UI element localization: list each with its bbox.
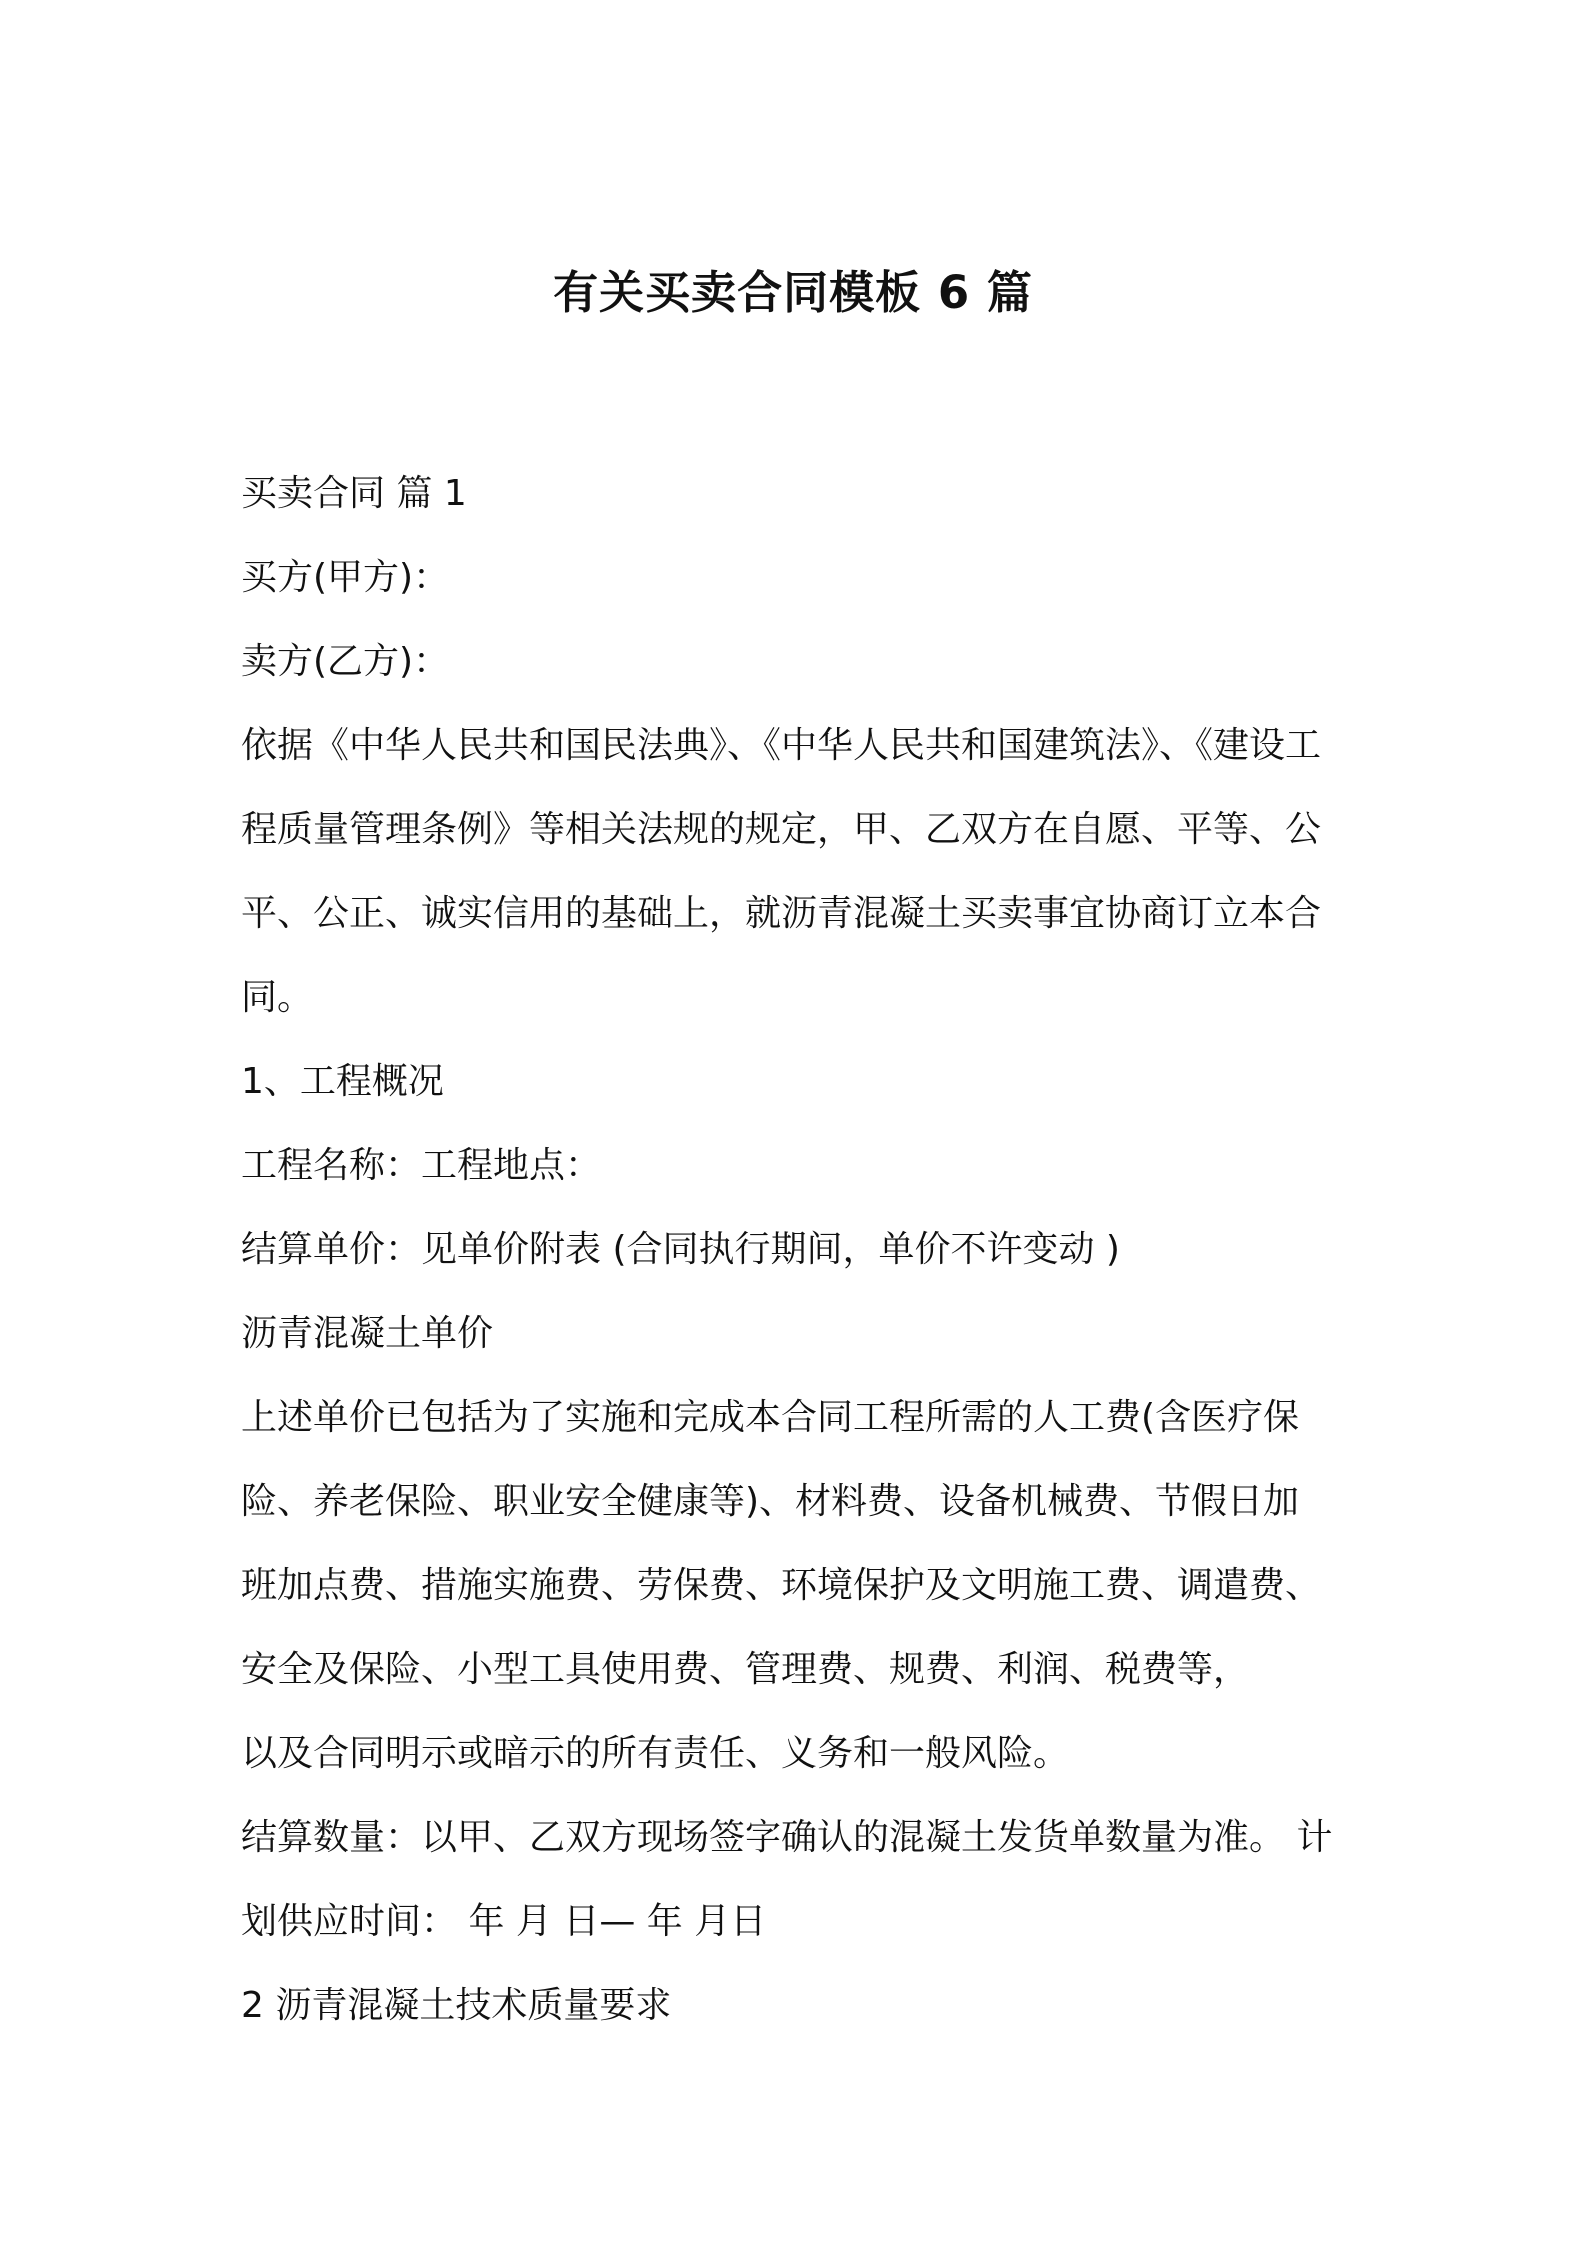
price-inclusion-line-4: 安全及保险、小型工具使用费、管理费、规费、利润、税费等， [241,1649,1250,1690]
section-heading-contract-1: 买卖合同 篇 1 [241,473,467,514]
section-heading-quality-requirements: 2 沥青混凝土技术质量要求 [241,1985,672,2026]
settlement-quantity-line-1: 结算数量：以甲、乙双方现场签字确认的混凝土发货单数量为准。 计 [241,1817,1333,1858]
document-title: 有关买卖合同模板 6 篇 [553,266,1033,319]
preamble-line-4: 同。 [241,977,314,1018]
section-heading-project-overview: 1、工程概况 [241,1061,444,1102]
seller-line: 卖方(乙方)： [241,641,450,682]
buyer-line: 买方(甲方)： [241,557,450,598]
document-body [241,452,1353,2048]
preamble-line-3: 平、公正、诚实信用的基础上，就沥青混凝土买卖事宜协商订立本合 [241,893,1322,934]
asphalt-unit-price-line: 沥青混凝土单价 [241,1313,494,1354]
preamble-line-1: 依据《中华人民共和国民法典》、《中华人民共和国建筑法》、《建设工 [241,725,1322,766]
project-name-location-line: 工程名称：工程地点： [241,1145,602,1186]
preamble-line-2: 程质量管理条例》等相关法规的规定，甲、乙双方在自愿、平等、公 [241,809,1322,850]
price-inclusion-line-1: 上述单价已包括为了实施和完成本合同工程所需的人工费(含医疗保 [241,1397,1300,1438]
settlement-quantity-line-2: 划供应时间： 年 月 日— 年 月日 [241,1901,767,1942]
price-inclusion-line-3: 班加点费、措施实施费、劳保费、环境保护及文明施工费、调遣费、 [241,1565,1322,1606]
settlement-price-line: 结算单价：见单价附表 (合同执行期间，单价不许变动 ) [241,1229,1120,1270]
price-inclusion-line-2: 险、养老保险、职业安全健康等)、材料费、设备机械费、节假日加 [241,1481,1300,1522]
price-inclusion-line-5: 以及合同明示或暗示的所有责任、义务和一般风险。 [241,1733,1070,1774]
